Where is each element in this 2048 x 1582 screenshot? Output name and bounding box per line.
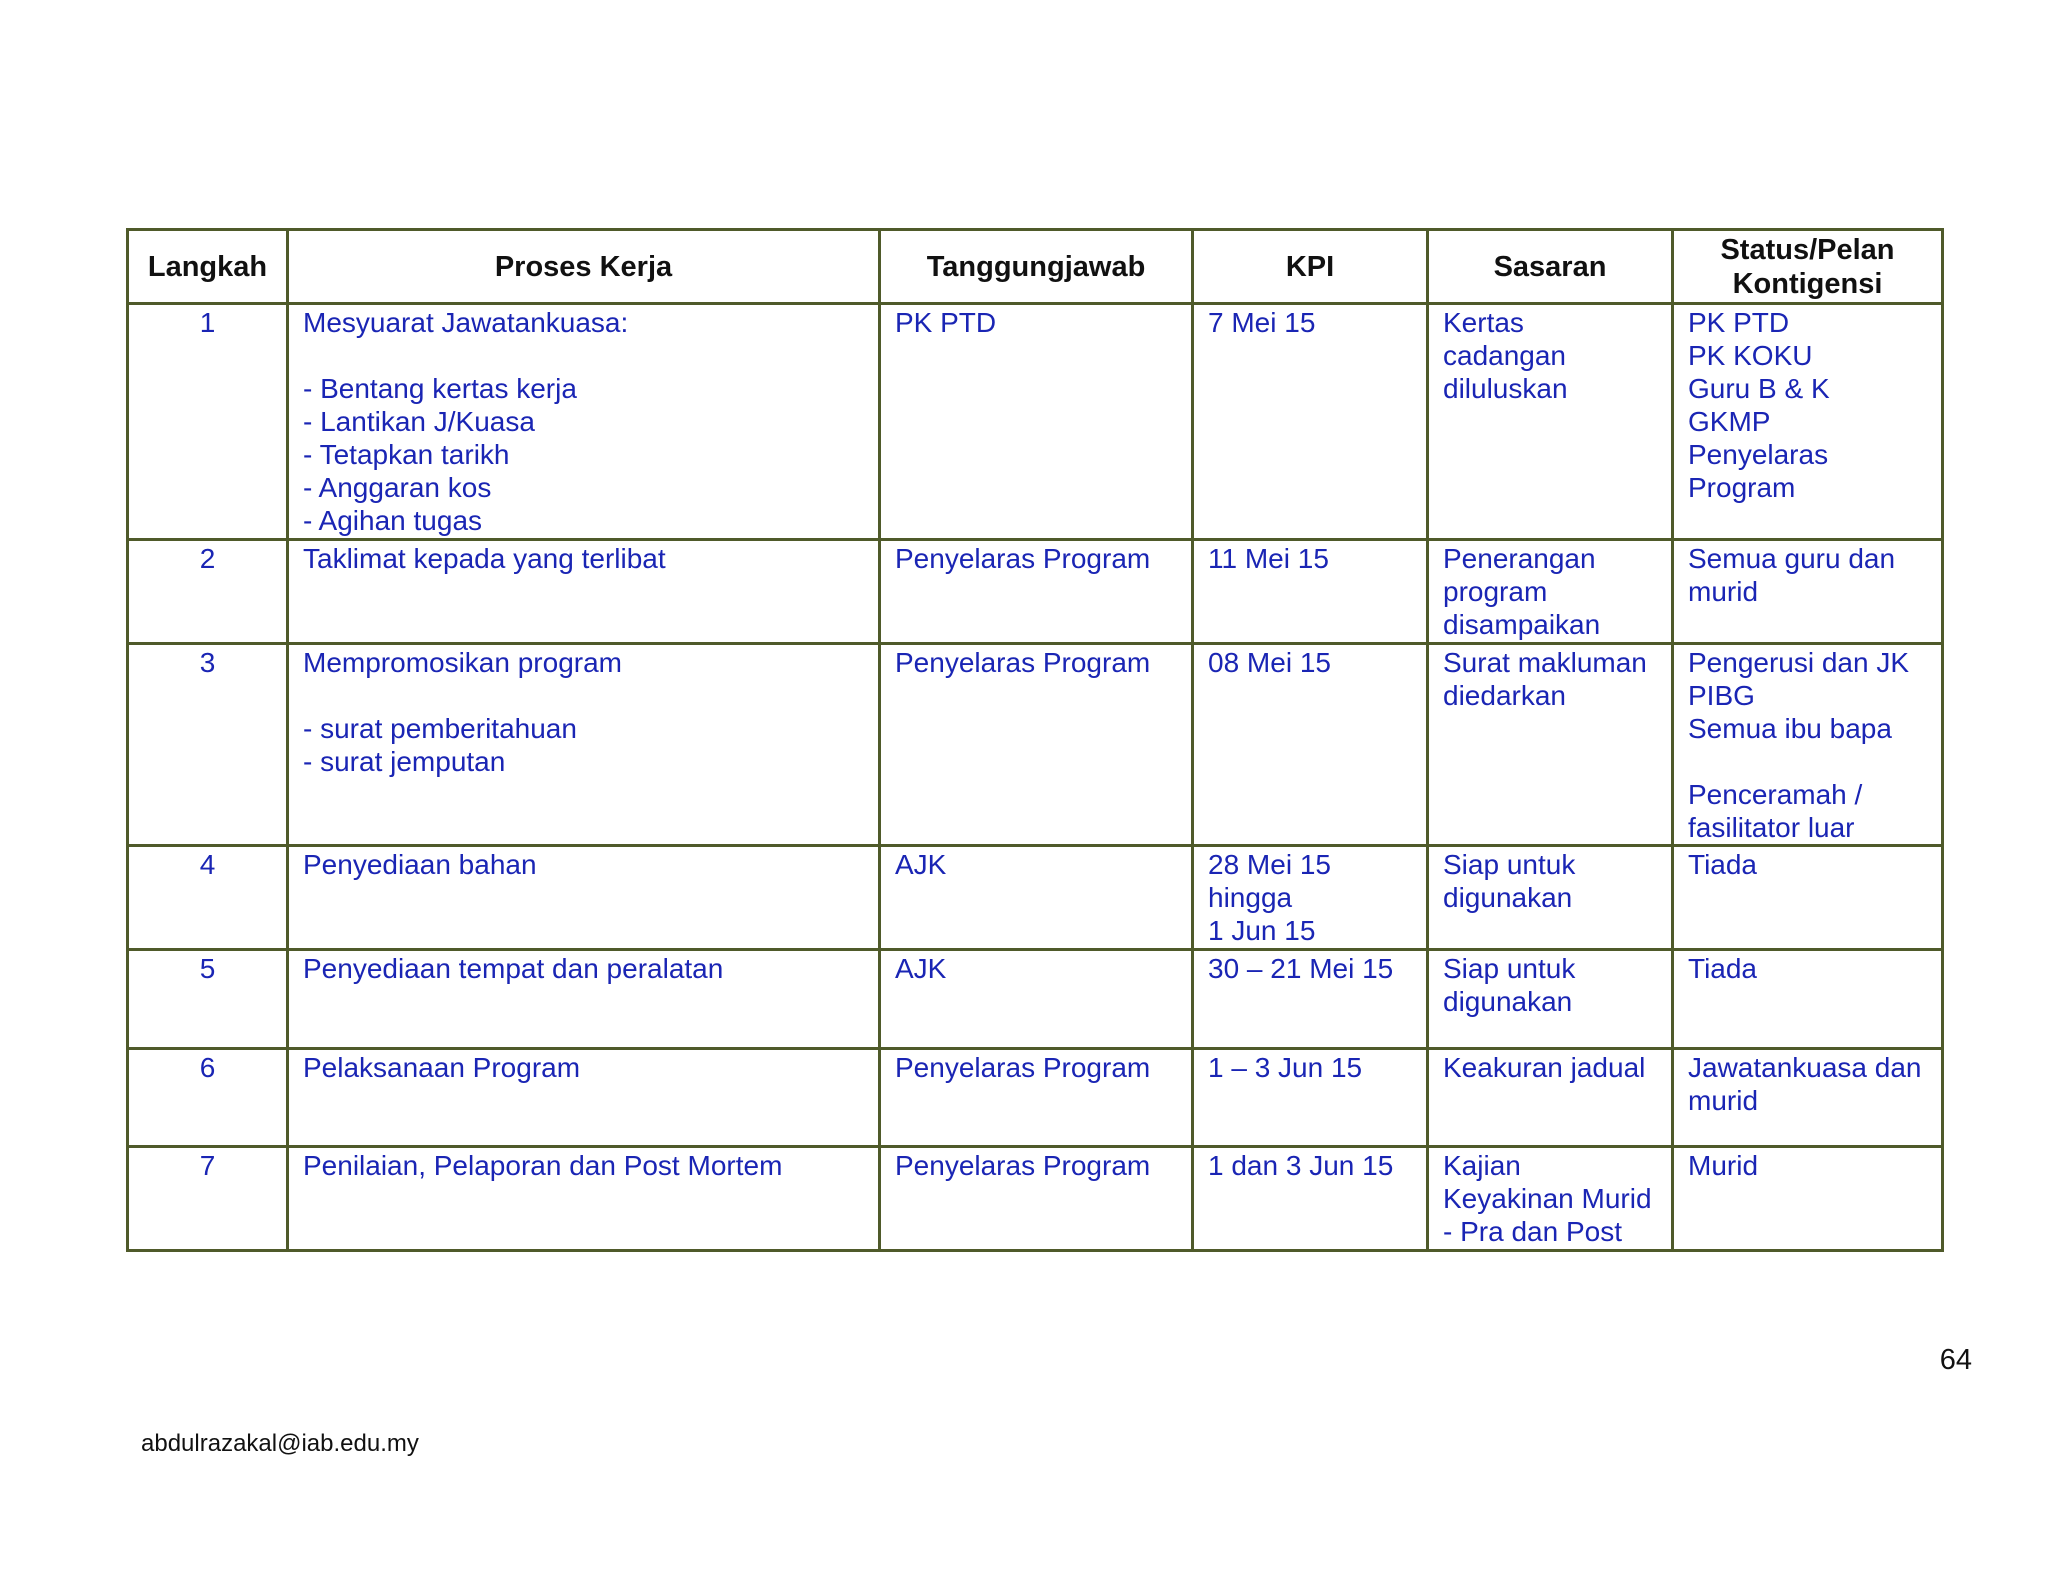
cell-text-line: digunakan [1443,882,1573,913]
cell-sasaran [1428,846,1673,950]
cell-tanggungjawab [880,304,1193,540]
cell-text-line: - Lantikan J/Kuasa [303,406,535,437]
cell-tanggungjawab [880,644,1193,846]
cell-text: 1 [199,307,216,338]
cell-text-line: - Bentang kertas kerja [303,373,577,404]
cell-text-line: Semua ibu bapa [1688,713,1892,744]
cell-text-line: murid [1688,576,1759,607]
cell-status [1673,846,1943,950]
header-status-pelan-kontigensi: Status/Pelan Kontigensi [1673,230,1943,304]
cell-text-line: - Pra dan Post [1443,1216,1622,1247]
cell-text-line: Pengerusi dan JK [1688,647,1910,678]
cell-tanggungjawab [880,1147,1193,1251]
cell-langkah [128,540,288,644]
cell-text-line: - surat jemputan [303,746,506,777]
cell-text-line: 11 Mei 15 [1208,543,1329,574]
header-kpi: KPI [1193,230,1428,304]
cell-langkah [128,1147,288,1251]
cell-text-line: Kajian [1443,1150,1521,1181]
cell-kpi [1193,950,1428,1049]
cell-text-line: 1 dan 3 Jun 15 [1208,1150,1394,1181]
cell-kpi [1193,540,1428,644]
cell-text: 7 [199,1150,216,1181]
cell-text-line: 7 Mei 15 [1208,307,1316,338]
cell-text-line: Siap untuk [1443,953,1576,984]
cell-text-line: Penyediaan tempat dan peralatan [303,953,724,984]
cell-kpi [1193,304,1428,540]
cell-text-line: Penyelaras Program [895,1052,1151,1083]
cell-text-line: Penyelaras Program [895,1150,1151,1181]
cell-text-line: 1 – 3 Jun 15 [1208,1052,1363,1083]
cell-text-line: Mempromosikan program [303,647,622,678]
cell-text-line: 28 Mei 15 [1208,849,1331,880]
cell-text-line: Guru B & K [1688,373,1830,404]
cell-kpi [1193,1049,1428,1147]
cell-status [1673,1049,1943,1147]
cell-text-line: Jawatankuasa dan [1688,1052,1922,1083]
cell-text-line: Penceramah / [1688,779,1863,810]
cell-text-line: Pelaksanaan Program [303,1052,581,1083]
cell-text-line: 30 – 21 Mei 15 [1208,953,1394,984]
cell-sasaran [1428,540,1673,644]
cell-text-line: cadangan [1443,340,1567,371]
cell-text-line: - surat pemberitahuan [303,713,577,744]
cell-status [1673,1147,1943,1251]
cell-sasaran [1428,644,1673,846]
cell-text-line: disampaikan [1443,609,1601,640]
cell-text-line: GKMP [1688,406,1771,437]
cell-langkah [128,644,288,846]
cell-text-line: fasilitator luar [1688,812,1855,843]
cell-text-line: digunakan [1443,986,1573,1017]
header-tanggungjawab: Tanggungjawab [880,230,1193,304]
cell-text-line: Keakuran jadual [1443,1052,1646,1083]
cell-kpi [1193,1147,1428,1251]
cell-text-line: 08 Mei 15 [1208,647,1331,678]
cell-proses-kerja [288,540,880,644]
footer-email: abdulrazakal@iab.edu.my [141,1430,419,1457]
cell-text-line: AJK [895,953,947,984]
cell-text: 2 [199,543,216,574]
cell-text-line: PK PTD [1688,307,1790,338]
cell-langkah [128,304,288,540]
cell-text: 4 [199,849,216,880]
cell-sasaran [1428,1049,1673,1147]
cell-status [1673,950,1943,1049]
cell-text-line: diluluskan [1443,373,1568,404]
cell-status [1673,644,1943,846]
header-sasaran: Sasaran [1428,230,1673,304]
cell-text-line: PK PTD [895,307,997,338]
cell-text-line: diedarkan [1443,680,1566,711]
cell-text-line: - Anggaran kos [303,472,492,503]
cell-text-line: Tiada [1688,849,1758,880]
cell-kpi [1193,644,1428,846]
cell-tanggungjawab [880,540,1193,644]
cell-text-line: Penerangan [1443,543,1596,574]
cell-text-line: - Tetapkan tarikh [303,439,510,470]
cell-langkah [128,846,288,950]
cell-text-line: PIBG [1688,680,1755,711]
header-langkah: Langkah [128,230,288,304]
cell-sasaran [1428,1147,1673,1251]
cell-text-line: Semua guru dan [1688,543,1896,574]
cell-proses-kerja [288,950,880,1049]
table-row [128,1147,1943,1251]
cell-proses-kerja [288,304,880,540]
table-row [128,950,1943,1049]
cell-text-line: Kertas [1443,307,1524,338]
cell-text-line: Surat makluman [1443,647,1647,678]
cell-text-line: AJK [895,849,947,880]
cell-text-line: Keyakinan Murid [1443,1183,1652,1214]
cell-text-line: Murid [1688,1150,1759,1181]
cell-text-line: Program [1688,472,1796,503]
cell-text-line: murid [1688,1085,1759,1116]
cell-text-line: hingga [1208,882,1293,913]
page-number: 64 [1939,1344,1972,1376]
blank-line [303,339,868,372]
blank-line [303,679,868,712]
cell-text: 3 [199,647,216,678]
cell-text-line: Mesyuarat Jawatankuasa: [303,307,629,338]
table-row [128,644,1943,846]
cell-proses-kerja [288,1147,880,1251]
cell-text-line: PK KOKU [1688,340,1813,371]
cell-text-line: Penyelaras [1688,439,1829,470]
cell-tanggungjawab [880,950,1193,1049]
cell-sasaran [1428,950,1673,1049]
cell-proses-kerja [288,846,880,950]
table-header-row [128,230,1943,304]
cell-proses-kerja [288,644,880,846]
header-proses-kerja: Proses Kerja [288,230,880,304]
cell-text: 6 [199,1052,216,1083]
cell-proses-kerja [288,1049,880,1147]
table-row [128,540,1943,644]
cell-status [1673,540,1943,644]
cell-tanggungjawab [880,846,1193,950]
cell-text-line: Penyediaan bahan [303,849,537,880]
cell-status [1673,304,1943,540]
cell-langkah [128,1049,288,1147]
table-row [128,304,1943,540]
cell-kpi [1193,846,1428,950]
cell-text-line: Tiada [1688,953,1758,984]
cell-sasaran [1428,304,1673,540]
work-process-table [126,228,1944,1252]
cell-text-line: Penyelaras Program [895,647,1151,678]
cell-text-line: Siap untuk [1443,849,1576,880]
cell-text-line: Taklimat kepada yang terlibat [303,543,666,574]
cell-text-line: Penilaian, Pelaporan dan Post Mortem [303,1150,783,1181]
table-row [128,846,1943,950]
cell-text-line: program [1443,576,1548,607]
blank-line [1688,745,1931,778]
cell-text-line: 1 Jun 15 [1208,915,1316,946]
cell-text: 5 [199,953,216,984]
cell-text-line: - Agihan tugas [303,505,483,536]
cell-tanggungjawab [880,1049,1193,1147]
cell-text-line: Penyelaras Program [895,543,1151,574]
cell-langkah [128,950,288,1049]
table-row [128,1049,1943,1147]
